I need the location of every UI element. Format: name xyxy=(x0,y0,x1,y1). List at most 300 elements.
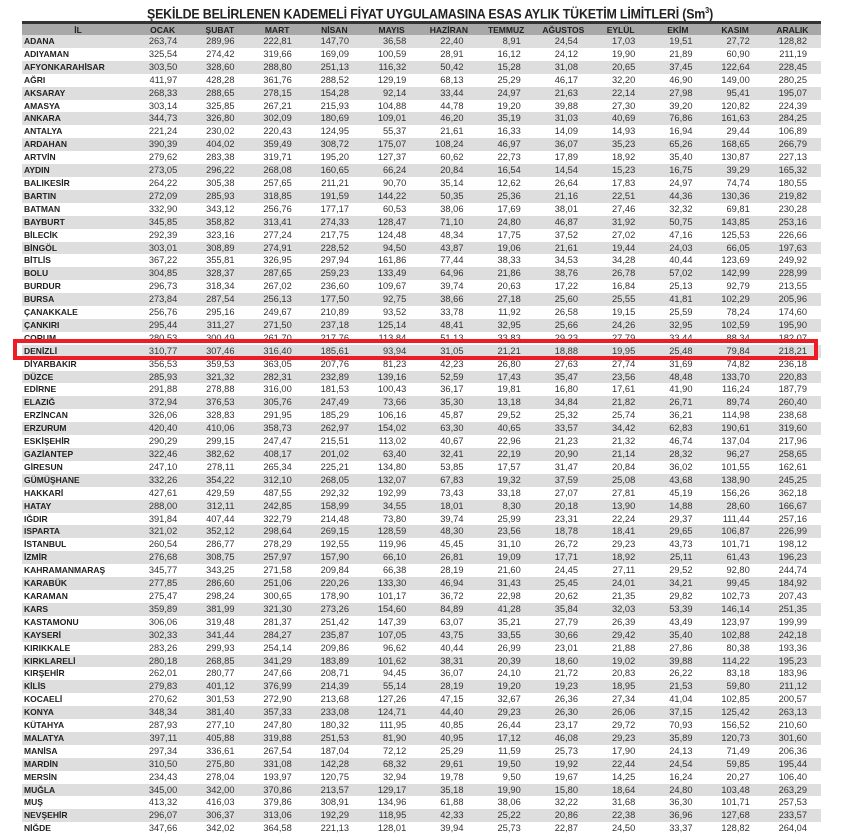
monthly-limit-cell: 210,89 xyxy=(320,307,349,318)
monthly-limit-cell: 46,90 xyxy=(669,74,693,85)
monthly-limit-cell: 26,81 xyxy=(440,552,464,563)
monthly-limit-cell: 21,21 xyxy=(497,345,521,356)
province-name: KONYA xyxy=(24,707,54,718)
province-name: ARTVİN xyxy=(24,152,56,163)
monthly-limit-cell: 44,40 xyxy=(440,707,464,718)
monthly-limit-cell: 363,05 xyxy=(263,358,292,369)
monthly-limit-cell: 273,26 xyxy=(320,603,349,614)
monthly-limit-cell: 201,02 xyxy=(320,449,349,459)
monthly-limit-cell: 420,40 xyxy=(148,423,178,434)
monthly-limit-cell: 264,04 xyxy=(778,823,807,834)
monthly-limit-cell: 390,39 xyxy=(148,139,178,150)
monthly-limit-cell: 21,72 xyxy=(554,668,578,679)
monthly-limit-cell: 106,40 xyxy=(778,771,807,782)
monthly-limit-cell: 102,73 xyxy=(721,590,750,601)
monthly-limit-cell: 228,99 xyxy=(778,268,807,279)
monthly-limit-cell: 113,84 xyxy=(378,332,407,343)
monthly-limit-cell: 128,01 xyxy=(377,823,407,834)
monthly-limit-cell: 254,14 xyxy=(263,642,292,653)
monthly-limit-cell: 21,60 xyxy=(497,565,521,576)
monthly-limit-cell: 277,85 xyxy=(148,578,178,589)
monthly-limit-cell: 46,17 xyxy=(554,74,578,85)
province-name: MUŞ xyxy=(24,797,43,808)
monthly-limit-cell: 104,88 xyxy=(377,100,407,111)
monthly-limit-cell: 124,95 xyxy=(320,126,349,137)
monthly-limit-cell: 90,70 xyxy=(382,177,407,188)
monthly-limit-cell: 263,29 xyxy=(778,784,807,795)
monthly-limit-cell: 326,06 xyxy=(148,410,178,421)
monthly-limit-cell: 134,96 xyxy=(377,797,407,808)
monthly-limit-cell: 27,07 xyxy=(554,487,578,498)
monthly-limit-cell: 19,50 xyxy=(497,758,521,769)
monthly-limit-cell: 234,43 xyxy=(148,771,178,782)
monthly-limit-cell: 345,85 xyxy=(148,216,178,227)
monthly-limit-cell: 275,47 xyxy=(148,590,178,601)
table-row xyxy=(22,551,821,564)
monthly-limit-cell: 22,73 xyxy=(497,152,521,163)
monthly-limit-cell: 71,10 xyxy=(440,216,464,227)
monthly-limit-cell: 19,23 xyxy=(554,681,578,692)
monthly-limit-cell: 273,84 xyxy=(148,294,178,305)
monthly-limit-cell: 36,96 xyxy=(669,810,693,821)
monthly-limit-cell: 372,94 xyxy=(148,397,178,408)
table-row xyxy=(22,409,821,422)
monthly-limit-cell: 70,93 xyxy=(669,720,693,731)
province-name: MALATYA xyxy=(24,732,65,743)
monthly-limit-cell: 25,29 xyxy=(440,745,464,756)
monthly-limit-cell: 268,33 xyxy=(148,87,178,98)
monthly-limit-cell: 16,75 xyxy=(669,165,693,176)
province-name: IĞDIR xyxy=(24,513,48,524)
monthly-limit-cell: 300,65 xyxy=(263,590,292,601)
monthly-limit-cell: 41,81 xyxy=(669,294,693,305)
monthly-limit-cell: 24,45 xyxy=(554,565,578,576)
monthly-limit-cell: 195,23 xyxy=(778,655,807,666)
monthly-limit-cell: 36,07 xyxy=(554,139,578,150)
province-name: DÜZCE xyxy=(24,371,54,382)
monthly-limit-cell: 26,58 xyxy=(554,307,578,318)
monthly-limit-cell: 33,57 xyxy=(554,423,578,434)
monthly-limit-cell: 257,16 xyxy=(778,513,807,524)
monthly-limit-cell: 160,65 xyxy=(320,165,349,176)
monthly-limit-cell: 306,06 xyxy=(148,616,178,627)
monthly-limit-cell: 19,02 xyxy=(611,655,636,666)
monthly-limit-cell: 125,53 xyxy=(721,229,750,240)
monthly-limit-cell: 20,27 xyxy=(726,771,750,782)
monthly-limit-cell: 32,95 xyxy=(669,319,693,330)
monthly-limit-cell: 166,67 xyxy=(778,500,807,511)
table-row xyxy=(22,87,821,100)
monthly-limit-cell: 187,04 xyxy=(320,745,349,756)
monthly-limit-cell: 19,78 xyxy=(440,771,464,782)
monthly-limit-cell: 345,77 xyxy=(148,565,178,576)
monthly-limit-cell: 20,18 xyxy=(554,500,578,511)
monthly-limit-cell: 25,60 xyxy=(554,294,578,305)
monthly-limit-cell: 286,77 xyxy=(206,539,235,550)
monthly-limit-cell: 33,37 xyxy=(669,823,693,834)
monthly-limit-cell: 33,44 xyxy=(440,87,464,98)
monthly-limit-cell: 169,09 xyxy=(320,48,349,59)
monthly-limit-cell: 413,32 xyxy=(148,797,178,808)
monthly-limit-cell: 27,72 xyxy=(726,36,750,46)
monthly-limit-cell: 18,64 xyxy=(611,784,636,795)
monthly-limit-cell: 20,65 xyxy=(611,61,636,72)
table-row xyxy=(22,809,821,822)
monthly-limit-cell: 61,43 xyxy=(726,552,750,563)
monthly-limit-cell: 21,86 xyxy=(497,268,521,279)
monthly-limit-cell: 247,47 xyxy=(263,436,292,447)
monthly-limit-cell: 262,01 xyxy=(148,668,178,679)
monthly-limit-cell: 28,19 xyxy=(440,681,464,692)
monthly-limit-cell: 32,67 xyxy=(497,694,521,705)
monthly-limit-cell: 19,95 xyxy=(611,345,636,356)
monthly-limit-cell: 84,89 xyxy=(440,603,464,614)
monthly-limit-cell: 18,92 xyxy=(611,552,636,563)
monthly-limit-cell: 16,84 xyxy=(611,281,636,292)
province-name: ADIYAMAN xyxy=(24,48,70,59)
monthly-limit-cell: 41,90 xyxy=(669,384,693,395)
monthly-limit-cell: 39,74 xyxy=(440,281,464,292)
table-row xyxy=(22,35,821,48)
monthly-limit-cell: 66,10 xyxy=(382,552,407,563)
monthly-limit-cell: 27,86 xyxy=(669,642,693,653)
monthly-limit-cell: 238,68 xyxy=(778,410,807,421)
province-name: KIRIKKALE xyxy=(24,642,71,653)
province-name: ERZİNCAN xyxy=(24,410,68,421)
monthly-limit-cell: 285,93 xyxy=(206,190,235,201)
monthly-limit-cell: 280,53 xyxy=(148,332,178,343)
monthly-limit-cell: 352,12 xyxy=(206,526,235,537)
table-row xyxy=(22,564,821,577)
monthly-limit-cell: 8,91 xyxy=(502,36,521,46)
title-text: ŞEKİLDE BELİRLENEN KADEMELİ FİYAT UYGULAMASINA ESAS AYLIK TÜKETİM LİMİTLERİ (Sm xyxy=(146,6,706,22)
monthly-limit-cell: 14,25 xyxy=(611,771,636,782)
monthly-limit-cell: 25,59 xyxy=(669,307,693,318)
monthly-limit-cell: 114,22 xyxy=(722,655,750,666)
monthly-limit-cell: 93,94 xyxy=(382,345,407,356)
monthly-limit-cell: 20,39 xyxy=(497,655,521,666)
monthly-limit-cell: 27,81 xyxy=(611,487,636,498)
monthly-limit-cell: 32,41 xyxy=(440,449,464,459)
monthly-limit-cell: 221,13 xyxy=(320,823,349,834)
monthly-limit-cell: 235,87 xyxy=(320,629,349,640)
monthly-limit-cell: 185,61 xyxy=(320,345,349,356)
monthly-limit-cell: 35,40 xyxy=(669,629,693,640)
monthly-limit-cell: 22,98 xyxy=(497,590,521,601)
header-row xyxy=(22,23,821,36)
monthly-limit-cell: 213,68 xyxy=(320,694,349,705)
monthly-limit-cell: 63,40 xyxy=(382,449,407,459)
monthly-limit-cell: 65,26 xyxy=(669,139,693,150)
monthly-limit-cell: 321,30 xyxy=(263,603,292,614)
monthly-limit-cell: 225,21 xyxy=(320,461,349,472)
monthly-limit-cell: 19,90 xyxy=(611,48,636,59)
monthly-limit-cell: 260,54 xyxy=(148,539,178,550)
monthly-limit-cell: 31,10 xyxy=(497,539,521,550)
table-row xyxy=(22,500,821,513)
table-row xyxy=(22,74,821,87)
monthly-limit-cell: 46,94 xyxy=(440,578,464,589)
monthly-limit-cell: 308,89 xyxy=(206,242,235,253)
monthly-limit-cell: 11,92 xyxy=(498,307,521,318)
monthly-limit-cell: 26,80 xyxy=(497,358,521,369)
monthly-limit-cell: 41,28 xyxy=(497,603,521,614)
monthly-limit-cell: 17,61 xyxy=(611,384,636,395)
table-row xyxy=(22,474,821,487)
monthly-limit-cell: 116,32 xyxy=(378,61,407,72)
monthly-limit-cell: 269,15 xyxy=(320,526,349,537)
monthly-limit-cell: 102,88 xyxy=(721,629,750,640)
monthly-limit-cell: 32,32 xyxy=(669,203,693,214)
monthly-limit-cell: 318,34 xyxy=(206,281,235,292)
monthly-limit-cell: 48,34 xyxy=(440,229,464,240)
monthly-limit-cell: 397,11 xyxy=(149,732,178,743)
monthly-limit-cell: 224,39 xyxy=(778,100,807,111)
table-row xyxy=(22,267,821,280)
monthly-limit-cell: 46,97 xyxy=(497,139,521,150)
monthly-limit-cell: 25,66 xyxy=(554,319,578,330)
monthly-limit-cell: 195,90 xyxy=(778,319,807,330)
monthly-limit-cell: 48,48 xyxy=(669,371,693,382)
monthly-limit-cell: 401,12 xyxy=(206,681,235,692)
monthly-limit-cell: 21,35 xyxy=(611,590,636,601)
monthly-limit-cell: 319,60 xyxy=(778,423,807,434)
province-name: ERZURUM xyxy=(24,423,67,434)
monthly-limit-cell: 27,98 xyxy=(669,87,693,98)
monthly-limit-cell: 143,85 xyxy=(721,216,750,227)
monthly-limit-cell: 411,97 xyxy=(149,74,178,85)
monthly-limit-cell: 247,10 xyxy=(148,461,178,472)
monthly-limit-cell: 21,88 xyxy=(611,642,636,653)
monthly-limit-cell: 27,11 xyxy=(612,565,636,576)
monthly-limit-cell: 129,17 xyxy=(377,784,407,795)
monthly-limit-cell: 376,53 xyxy=(206,397,235,408)
monthly-limit-cell: 154,02 xyxy=(377,423,407,434)
province-name: NİĞDE xyxy=(24,823,51,834)
monthly-limit-cell: 20,86 xyxy=(554,810,578,821)
monthly-limit-cell: 34,42 xyxy=(611,423,636,434)
monthly-limit-cell: 142,28 xyxy=(320,758,349,769)
monthly-limit-cell: 16,12 xyxy=(497,48,521,59)
monthly-limit-cell: 102,59 xyxy=(721,319,750,330)
monthly-limit-cell: 295,16 xyxy=(206,307,235,318)
table-row xyxy=(22,383,821,396)
monthly-limit-cell: 27,46 xyxy=(611,203,636,214)
monthly-limit-cell: 24,97 xyxy=(497,87,521,98)
monthly-limit-cell: 27,63 xyxy=(554,358,578,369)
monthly-limit-cell: 328,37 xyxy=(206,268,235,279)
monthly-limit-cell: 306,37 xyxy=(206,810,235,821)
monthly-limit-cell: 31,08 xyxy=(554,61,578,72)
monthly-limit-cell: 487,55 xyxy=(263,487,292,498)
province-name: BATMAN xyxy=(24,203,61,214)
monthly-limit-cell: 283,26 xyxy=(148,642,178,653)
monthly-limit-cell: 24,97 xyxy=(669,177,693,188)
monthly-limit-cell: 410,06 xyxy=(206,423,235,434)
table-row xyxy=(22,242,821,255)
table-row xyxy=(22,680,821,693)
column-header: EYLÜL xyxy=(606,24,635,35)
monthly-limit-cell: 272,90 xyxy=(263,694,292,705)
monthly-limit-cell: 359,53 xyxy=(206,358,235,369)
monthly-limit-cell: 31,03 xyxy=(554,113,578,124)
monthly-limit-cell: 17,89 xyxy=(554,152,578,163)
monthly-limit-cell: 296,22 xyxy=(206,165,235,176)
monthly-limit-cell: 278,04 xyxy=(206,771,235,782)
monthly-limit-cell: 177,17 xyxy=(320,203,349,214)
monthly-limit-cell: 101,55 xyxy=(721,461,750,472)
monthly-limit-cell: 218,21 xyxy=(778,345,807,356)
monthly-limit-cell: 39,29 xyxy=(726,165,750,176)
monthly-limit-cell: 38,31 xyxy=(440,655,464,666)
monthly-limit-cell: 68,13 xyxy=(440,74,464,85)
monthly-limit-cell: 226,66 xyxy=(778,229,807,240)
monthly-limit-cell: 100,43 xyxy=(377,384,407,395)
monthly-limit-cell: 43,75 xyxy=(440,629,464,640)
monthly-limit-cell: 197,63 xyxy=(778,242,807,253)
monthly-limit-cell: 182,07 xyxy=(778,332,807,343)
monthly-limit-cell: 29,37 xyxy=(669,513,693,524)
monthly-limit-cell: 93,52 xyxy=(382,307,407,318)
monthly-limit-cell: 282,31 xyxy=(263,371,292,382)
monthly-limit-cell: 28,19 xyxy=(440,565,464,576)
consumption-limits-table xyxy=(22,21,821,835)
monthly-limit-cell: 192,99 xyxy=(377,487,407,498)
monthly-limit-cell: 138,90 xyxy=(721,474,750,485)
province-name: ADANA xyxy=(24,36,55,46)
monthly-limit-cell: 27,34 xyxy=(611,694,636,705)
monthly-limit-cell: 267,21 xyxy=(263,100,292,111)
monthly-limit-cell: 23,56 xyxy=(611,371,636,382)
monthly-limit-cell: 78,24 xyxy=(726,307,750,318)
monthly-limit-cell: 47,16 xyxy=(669,229,693,240)
monthly-limit-cell: 106,87 xyxy=(721,526,750,537)
monthly-limit-cell: 318,85 xyxy=(263,190,292,201)
monthly-limit-cell: 14,88 xyxy=(669,500,693,511)
table-row xyxy=(22,48,821,61)
monthly-limit-cell: 124,71 xyxy=(377,707,407,718)
monthly-limit-cell: 249,92 xyxy=(778,255,807,266)
table-row xyxy=(22,396,821,409)
monthly-limit-cell: 156,26 xyxy=(721,487,750,498)
monthly-limit-cell: 29,42 xyxy=(611,629,636,640)
monthly-limit-cell: 27,79 xyxy=(611,332,636,343)
monthly-limit-cell: 284,25 xyxy=(778,113,807,124)
table-row xyxy=(22,358,821,371)
monthly-limit-cell: 36,17 xyxy=(440,384,464,395)
monthly-limit-cell: 288,52 xyxy=(320,74,349,85)
monthly-limit-cell: 19,15 xyxy=(611,307,636,318)
monthly-limit-cell: 35,89 xyxy=(669,732,693,743)
monthly-limit-cell: 24,54 xyxy=(554,36,578,46)
monthly-limit-cell: 26,64 xyxy=(554,177,578,188)
monthly-limit-cell: 43,87 xyxy=(440,242,464,253)
title-close: ) xyxy=(709,6,714,22)
monthly-limit-cell: 14,54 xyxy=(554,165,578,176)
monthly-limit-cell: 147,39 xyxy=(377,616,407,627)
monthly-limit-cell: 25,13 xyxy=(669,281,693,292)
monthly-limit-cell: 19,32 xyxy=(497,474,521,485)
monthly-limit-cell: 19,81 xyxy=(497,384,521,395)
monthly-limit-cell: 21,16 xyxy=(554,190,578,201)
monthly-limit-cell: 37,15 xyxy=(669,707,693,718)
province-name: DENİZLİ xyxy=(24,345,58,356)
monthly-limit-cell: 367,22 xyxy=(148,255,178,266)
monthly-limit-cell: 321,02 xyxy=(148,526,178,537)
monthly-limit-cell: 20,62 xyxy=(554,590,578,601)
monthly-limit-cell: 19,51 xyxy=(669,36,693,46)
monthly-limit-cell: 247,66 xyxy=(263,668,292,679)
monthly-limit-cell: 38,01 xyxy=(554,203,578,214)
monthly-limit-cell: 61,88 xyxy=(440,797,464,808)
monthly-limit-cell: 361,76 xyxy=(263,74,292,85)
monthly-limit-cell: 24,10 xyxy=(497,668,521,679)
monthly-limit-cell: 323,16 xyxy=(206,229,235,240)
monthly-limit-cell: 341,29 xyxy=(263,655,292,666)
monthly-limit-cell: 199,99 xyxy=(778,616,807,627)
monthly-limit-cell: 16,54 xyxy=(497,165,521,176)
monthly-limit-cell: 35,19 xyxy=(497,113,521,124)
monthly-limit-cell: 36,21 xyxy=(669,410,693,421)
column-header: AĞUSTOS xyxy=(542,24,585,35)
monthly-limit-cell: 347,66 xyxy=(148,823,178,834)
monthly-limit-cell: 22,14 xyxy=(611,87,636,98)
monthly-limit-cell: 319,66 xyxy=(263,48,292,59)
province-name: KIRŞEHİR xyxy=(24,668,65,679)
monthly-limit-cell: 149,00 xyxy=(721,74,750,85)
table-row xyxy=(22,719,821,732)
monthly-limit-cell: 286,60 xyxy=(206,578,235,589)
monthly-limit-cell: 25,73 xyxy=(497,823,521,834)
monthly-limit-cell: 39,94 xyxy=(440,823,464,834)
monthly-limit-cell: 178,90 xyxy=(320,590,349,601)
monthly-limit-cell: 134,80 xyxy=(377,461,407,472)
table-row xyxy=(22,642,821,655)
monthly-limit-cell: 416,03 xyxy=(206,797,235,808)
monthly-limit-cell: 302,33 xyxy=(148,629,178,640)
table-row xyxy=(22,229,821,242)
monthly-limit-cell: 101,62 xyxy=(377,655,407,666)
monthly-limit-cell: 298,64 xyxy=(263,526,292,537)
monthly-limit-cell: 342,02 xyxy=(206,823,235,834)
monthly-limit-cell: 108,24 xyxy=(435,139,464,150)
monthly-limit-cell: 268,05 xyxy=(320,474,349,485)
monthly-limit-cell: 120,82 xyxy=(721,100,750,111)
monthly-limit-cell: 30,66 xyxy=(554,629,578,640)
province-name: MARDİN xyxy=(24,758,58,769)
monthly-limit-cell: 332,26 xyxy=(148,474,178,485)
monthly-limit-cell: 130,36 xyxy=(721,190,750,201)
monthly-limit-cell: 21,14 xyxy=(611,449,636,459)
monthly-limit-cell: 220,43 xyxy=(263,126,292,137)
monthly-limit-cell: 25,22 xyxy=(497,810,521,821)
province-name: KARAMAN xyxy=(24,590,68,601)
monthly-limit-cell: 190,61 xyxy=(721,423,750,434)
monthly-limit-cell: 236,60 xyxy=(320,281,349,292)
province-name: BURSA xyxy=(24,294,55,305)
monthly-limit-cell: 25,08 xyxy=(611,474,636,485)
monthly-limit-cell: 195,20 xyxy=(320,152,349,163)
monthly-limit-cell: 101,17 xyxy=(377,590,407,601)
table-row xyxy=(22,306,821,319)
monthly-limit-cell: 260,40 xyxy=(778,397,807,408)
monthly-limit-cell: 25,74 xyxy=(611,410,636,421)
monthly-limit-cell: 175,07 xyxy=(377,139,407,150)
monthly-limit-cell: 46,20 xyxy=(440,113,464,124)
table-row xyxy=(22,732,821,745)
monthly-limit-cell: 128,82 xyxy=(778,36,807,46)
monthly-limit-cell: 296,73 xyxy=(148,281,178,292)
